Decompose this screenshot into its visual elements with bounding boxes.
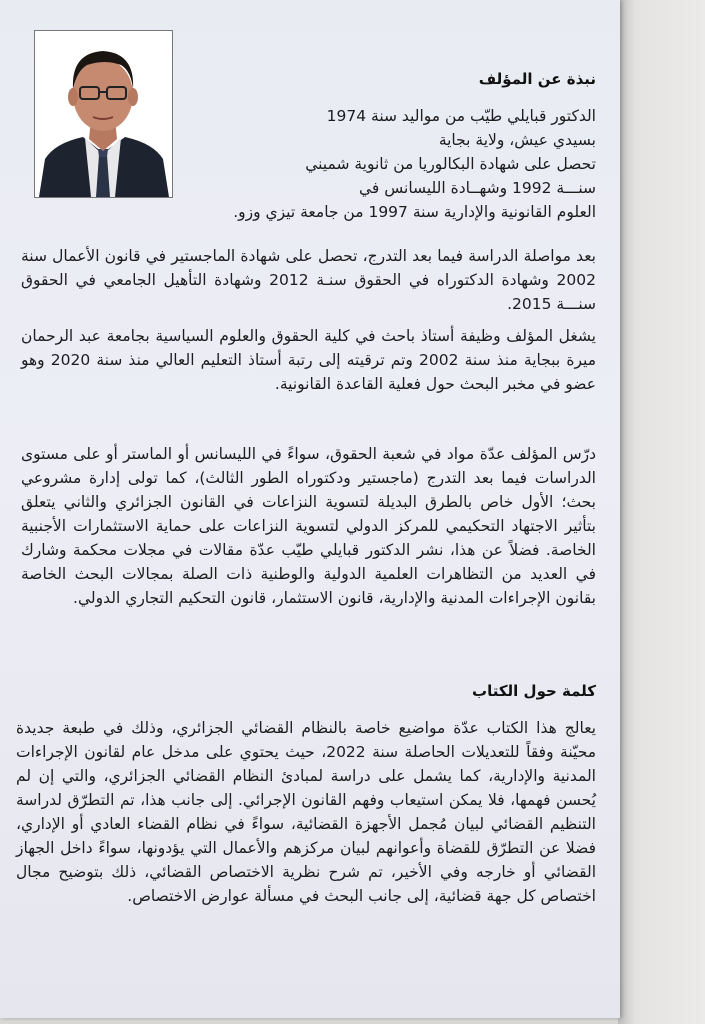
author-photo [34, 30, 173, 198]
author-education-paragraph: بعد مواصلة الدراسة فيما بعد التدرج، تحصل على شهادة الماجستير في قانون الأعمال سنة 2002 وشهادة الدكتوراه في الحقوق سنـة 2012 وشهادة التأهيل الجامعي في الحقوق سنـــة 2015. [21, 247, 596, 313]
intro-line: الدكتور قبايلي طيّب من مواليد سنة 1974 [326, 107, 596, 125]
intro-line: تحصل على شهادة البكالوريا من ثانوية شميني [305, 155, 596, 173]
intro-line: العلوم القانونية والإدارية سنة 1997 من جامعة تيزي وزو. [233, 203, 596, 221]
author-position-paragraph: يشغل المؤلف وظيفة أستاذ باحث في كلية الحقوق والعلوم السياسية بجامعة عبد الرحمان ميرة ببجاية منذ سنة 2002 وتم ترقيته إلى رتبة أستاذ التعليم العالي منذ سنة 2020 وهو عضو في مخبر البحث حول فعلية القاعدة القانونية. [21, 327, 597, 393]
author-portrait-image [35, 31, 172, 197]
intro-line: سنـــة 1992 وشهــادة الليسانس في [358, 179, 596, 197]
about-author-heading: نبذة عن المؤلف [478, 70, 596, 88]
author-intro [196, 104, 596, 224]
about-book-heading: كلمة حول الكتاب [472, 682, 596, 700]
intro-line: بسيدي عيش، ولاية بجاية [438, 131, 596, 149]
book-description-paragraph: يعالج هذا الكتاب عدّة مواضيع خاصة بالنظام القضائي الجزائري، وذلك في طبعة جديدة محيّنة وفقاً للتعديلات الحاصلة سنة 2022، حيث يحتوي على مدخل عام لقانون الإجراءات المدنية والإدارية، كما يشمل على دراسة لمبادئ النظام القضائي الجزائري، والتي إن لم يُحسن فهمها، فلا يمكن استيعاب وفهم القانون الإجرائي. إلى جانب هذا، تم التطرّق لدراسة التنظيم القضائي لبيان مُجمل الأجهزة القضائية، سواءً في نظام القضاء العادي أو الإداري، فضلا عن التطرّق للقضاة وأعوانهم لبيان مركزهم والأعمال التي يؤدونها، سواءً داخل الجهاز القضائي أو خارجه وفي الأخير، تم شرح نظرية الاختصاص القضائي، ذلك بتوضيح مجال اختصاص كل جهة قضائية، إلى جانب البحث في مسألة عوارض الاختصاص. [16, 719, 596, 905]
background-surface [618, 0, 705, 1024]
author-teaching-paragraph: درّس المؤلف عدّة مواد في شعبة الحقوق، سواءً في الليسانس أو الماستر أو على مستوى الدراسات فيما بعد التدرج (ماجستير ودكتوراه الطور الثالث)، كما تولى إدارة مشروعي بحث؛ الأول خاص بالطرق البديلة لتسوية النزاعات في القانون الجزائري والثاني يتعلق بتأثير الاجتهاد التحكيمي للمركز الدولي لتسوية النزاعات على حماية الاستثمارات الأجنبية الخاصة. فضلاً عن هذا، نشر الدكتور قبايلي طيّب عدّة مقالات في مجلات محكمة وشارك في العديد من التظاهرات العلمية الدولية والوطنية ذات الصلة بمجالات البحث الخاصة بقانون الإجراءات المدنية والإدارية، قانون الاستثمار، قانون التحكيم التجاري الدولي. [21, 445, 596, 607]
